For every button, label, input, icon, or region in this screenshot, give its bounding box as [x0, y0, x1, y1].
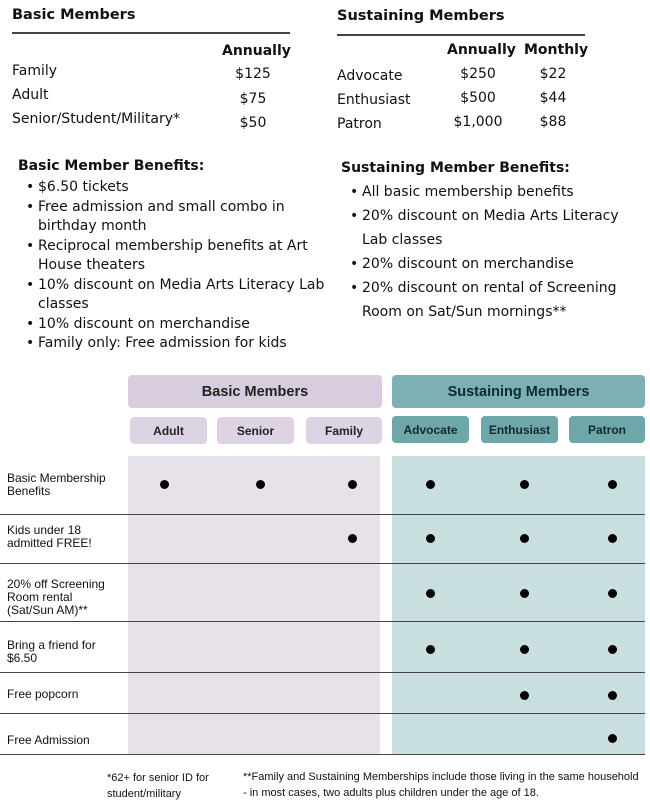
feature-label-kids-free: Kids under 18 admitted FREE! [7, 523, 92, 550]
sustaining-monthly-header: Monthly [524, 42, 589, 58]
sustaining-benefits-title: Sustaining Member Benefits: [341, 160, 570, 176]
basic-row-adult-price: $75 [239, 91, 267, 107]
included-dot [256, 480, 265, 489]
included-dot [608, 734, 617, 743]
basic-pricing-title: Basic Members [12, 7, 136, 23]
row-divider [0, 672, 645, 673]
list-item: • 10% discount on Media Arts Literacy Lab classes [26, 276, 326, 315]
row-divider [0, 514, 645, 515]
list-item: • Reciprocal membership benefits at Art House theaters [26, 237, 326, 276]
included-dot [520, 480, 529, 489]
basic-row-family-label: Family [12, 63, 58, 79]
list-item: • Free admission and small combo in birthday month [26, 198, 326, 237]
footnote-senior: *62+ for senior ID for student/military [107, 772, 209, 800]
feature-label-bring-friend: Bring a friend for $6.50 [7, 638, 96, 665]
list-item: • $6.50 tickets [26, 178, 326, 198]
list-item: • 20% discount on rental of Screening Room on Sat/Sun mornings** [350, 276, 645, 324]
included-dot [608, 691, 617, 700]
sus-row-advocate-label: Advocate [337, 68, 403, 84]
basic-benefits-list [26, 178, 326, 354]
included-dot [608, 589, 617, 598]
basic-row-family-price: $125 [235, 66, 271, 82]
sus-row-patron-monthly: $88 [539, 114, 567, 130]
list-item: • All basic membership benefits [350, 180, 645, 204]
included-dot [520, 691, 529, 700]
tier-header-advocate: Advocate [392, 416, 469, 443]
included-dot [348, 480, 357, 489]
included-dot [348, 534, 357, 543]
feature-label-screening-room: 20% off Screening Room rental (Sat/Sun AM)** [7, 577, 105, 617]
tier-header-family: Family [306, 417, 382, 444]
basic-row-adult-label: Adult [12, 87, 49, 103]
sustaining-column-panel [392, 456, 645, 754]
tier-header-senior: Senior [217, 417, 294, 444]
included-dot [426, 534, 435, 543]
included-dot [520, 645, 529, 654]
included-dot [426, 589, 435, 598]
basic-column-panel [128, 456, 380, 754]
list-item: • 20% discount on merchandise [350, 252, 645, 276]
feature-label-free-admission: Free Admission [7, 733, 90, 747]
basic-row-senior-label: Senior/Student/Military* [12, 111, 180, 127]
sustaining-pricing-rule [337, 34, 585, 36]
row-divider [0, 621, 645, 622]
feature-label-free-popcorn: Free popcorn [7, 687, 79, 701]
included-dot [160, 480, 169, 489]
tier-header-patron: Patron [569, 416, 645, 443]
included-dot [608, 645, 617, 654]
list-item: • 10% discount on merchandise [26, 315, 326, 335]
included-dot [608, 534, 617, 543]
sus-row-enthusiast-annual: $500 [460, 90, 496, 106]
basic-members-group-header: Basic Members [128, 375, 382, 408]
row-divider [0, 754, 645, 755]
list-item: • Family only: Free admission for kids [26, 334, 326, 354]
sus-row-enthusiast-label: Enthusiast [337, 92, 411, 108]
basic-pricing-rule [12, 32, 290, 34]
sus-row-patron-annual: $1,000 [453, 114, 503, 130]
basic-benefits-title: Basic Member Benefits: [18, 158, 205, 174]
sus-row-patron-label: Patron [337, 116, 382, 132]
sustaining-pricing-title: Sustaining Members [337, 8, 505, 24]
included-dot [426, 480, 435, 489]
included-dot [608, 480, 617, 489]
row-divider [0, 713, 645, 714]
tier-header-enthusiast: Enthusiast [481, 416, 558, 443]
footnote-family: **Family and Sustaining Memberships include those living in the same household - in most cases, two adults plus children under the age of 18. [243, 771, 639, 799]
sus-row-advocate-annual: $250 [460, 66, 496, 82]
basic-row-senior-price: $50 [239, 115, 267, 131]
row-divider [0, 563, 645, 564]
sustaining-annually-header: Annually [447, 42, 516, 58]
included-dot [426, 645, 435, 654]
basic-annually-header: Annually [222, 43, 291, 59]
sus-row-enthusiast-monthly: $44 [539, 90, 567, 106]
sustaining-benefits-list [350, 180, 645, 324]
sus-row-advocate-monthly: $22 [539, 66, 567, 82]
list-item: • 20% discount on Media Arts Literacy Lab classes [350, 204, 645, 252]
included-dot [520, 534, 529, 543]
tier-header-adult: Adult [130, 417, 207, 444]
feature-label-basic-benefits: Basic Membership Benefits [7, 471, 106, 498]
included-dot [520, 589, 529, 598]
sustaining-members-group-header: Sustaining Members [392, 375, 645, 408]
